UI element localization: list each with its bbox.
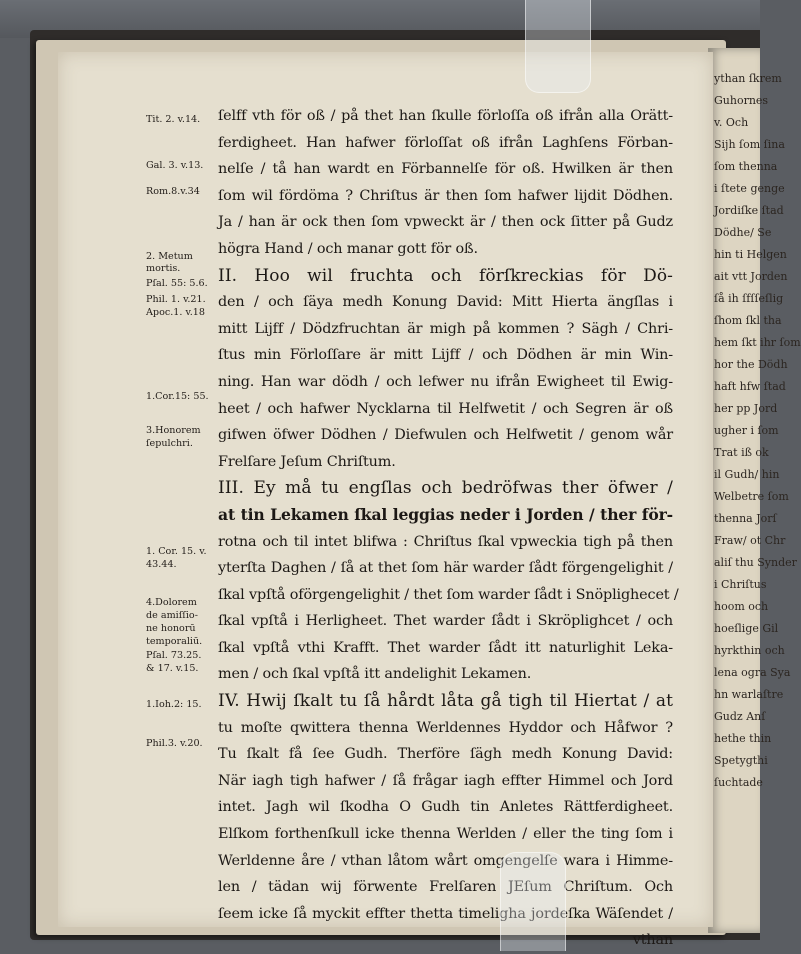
main-text-block <box>218 103 679 954</box>
text-line: III. Ey må tu engſlas och bedröfwas ther öfwer / <box>218 478 673 499</box>
text-line: den / och ſäya medh Konung David: Mitt Hierta ängſlas i <box>218 294 673 311</box>
margin-note: Phil. 1. v.21. <box>146 294 206 305</box>
text-line: Elſkom forthenſkull icke thenna Werlden / eller the ting ſom i <box>218 826 673 843</box>
facing-page-line: Fraw/ ot Chr <box>714 534 786 547</box>
text-line: Tu ſkalt få ſee Gudh. Therföre ſägh medh Konung David: <box>218 746 673 763</box>
facing-page-line: ſhom ſkl tha <box>714 314 782 327</box>
text-line: Frelſare Jeſum Chriſtum. <box>218 453 396 470</box>
page-clip-top <box>525 0 591 93</box>
margin-note: Pſal. 55: 5.6. <box>146 278 208 289</box>
facing-page-text <box>714 68 801 794</box>
text-line: intet. Jagh wil ſkodha O Gudh tin Anletes Rättferdigheet. <box>218 799 673 816</box>
text-line: ſkal vpſtå i Herligheet. Thet warder ſådt i Skröplighcet / och <box>218 613 673 630</box>
facing-page-line: ait vtt Jorden <box>714 270 788 283</box>
margin-note: 2. Metum <box>146 251 193 262</box>
facing-page-line: i Chriſtus <box>714 578 767 591</box>
text-line: Ja / han är ock then ſom vpweckt är / then ock ſitter på Gudz <box>218 214 673 231</box>
facing-page-line: hn warlaſtre <box>714 688 784 701</box>
facing-page-line: i ſtete genge <box>714 182 785 195</box>
text-line: heet / och hafwer Nycklarna til Helfwetit / och Segren är oß <box>218 400 673 417</box>
text-line: mitt Lijff / Dödzfruchtan är migh på kommen ? Sägh / Chri- <box>218 320 673 337</box>
text-line: ſelff vth för oß / på thet han ſkulle förloſſa oß ifrån alla Orätt- <box>218 108 673 124</box>
facing-page-line: hoeſlige Gil <box>714 622 779 635</box>
facing-page-line: Guhornes <box>714 94 769 107</box>
facing-page-line: Welbetre ſom <box>714 490 789 503</box>
facing-page-line: ſom thenna <box>714 160 778 173</box>
margin-note: Rom.8.v.34 <box>146 186 200 197</box>
text-line: ning. Han war dödh / och lefwer nu ifrån Ewigheet til Ewig- <box>218 373 673 390</box>
facing-page-line: hyrkthin och <box>714 644 785 657</box>
margin-note: 3.Honorem <box>146 425 201 436</box>
facing-page-line: ugher i ſom <box>714 424 779 437</box>
facing-page-line: hem ſkt ihr ſom <box>714 336 801 349</box>
text-line: ſom wil fördöma ? Chriſtus är then ſom hafwer lijdit Dödhen. <box>218 187 673 204</box>
margin-note: de amiſſio- <box>146 610 198 621</box>
text-line: len / tädan wij förwente Frelſaren JEſum Chriſtum. Och <box>218 879 673 896</box>
facing-page-line: Jordiſke ſtad <box>714 204 784 217</box>
text-line: När iagh tigh hafwer / ſå frågar iagh effter Himmel och Jord <box>218 772 673 789</box>
facing-page-line: il Gudh/ hin <box>714 468 780 481</box>
text-line: rotna och til intet blifwa : Chriſtus ſkal vpweckia tigh på then <box>218 533 673 550</box>
margin-note: 43.44. <box>146 559 177 570</box>
facing-page-line: Trat iß ok <box>714 446 769 459</box>
margin-note: mortis. <box>146 263 181 274</box>
margin-note: & 17. v.15. <box>146 663 199 674</box>
margin-note: Gal. 3. v.13. <box>146 160 204 171</box>
text-line: högra Hand / och manar gott för oß. <box>218 240 478 257</box>
margin-note: Apoc.1. v.18 <box>146 307 206 318</box>
facing-page-line: lena ogra Sya <box>714 666 791 679</box>
text-line: ſeem icke ſå myckit effter thetta timeligha jordeſka Wäſendet / <box>218 905 673 922</box>
text-line: Werldenne åre / vthan låtom wårt omgengelſe wara i Himme- <box>218 852 673 869</box>
facing-page-line: v. Och <box>714 116 749 129</box>
text-line: at tin Lekamen ſkal leggias neder i Jorden / ther för- <box>218 504 673 524</box>
facing-page-line: Dödhe/ Se <box>714 226 772 239</box>
text-line: yterſta Daghen / ſå at thet ſom här warder ſådt förgengelighit / <box>218 560 673 577</box>
text-line: men / och ſkal vpſtå itt andelighit Lekamen. <box>218 666 532 683</box>
page-clip-bottom <box>500 852 566 951</box>
margin-note: 1. Cor. 15. v. <box>146 546 207 557</box>
margin-note: Tit. 2. v.14. <box>146 114 201 125</box>
text-line: vthan <box>632 932 673 949</box>
margin-note: Pſal. 73.25. <box>146 650 202 661</box>
text-line: II. Hoo wil fruchta och förſkreckias för Dö- <box>218 265 673 286</box>
text-line: ſtus min Förloſſare är mitt Lijff / och Dödhen är min Win- <box>218 347 673 364</box>
facing-page-line: aliſ thu Synder <box>714 556 797 569</box>
margin-note: ſepulchri. <box>146 438 193 449</box>
facing-page-line: her pp Jord <box>714 402 778 415</box>
facing-page-line: hin ti Helgen <box>714 248 787 261</box>
facing-page-line: Gudz Anſ <box>714 710 766 723</box>
facing-page-line: Spetygthi <box>714 754 768 767</box>
text-line: IV. Hwij ſkalt tu ſå hårdt låta gå tigh til Hiertat / at <box>218 691 673 712</box>
margin-note: ne honorū <box>146 623 196 634</box>
text-line: tu moſte qwittera thenna Werldennes Hyddor och Håfwor ? <box>218 719 673 736</box>
facing-page-line: hoom och <box>714 600 769 613</box>
facing-page <box>708 48 801 933</box>
facing-page-line: Sijh ſom ſina <box>714 138 785 151</box>
facing-page-line: hor the Dödh <box>714 358 788 371</box>
margin-note: 4.Dolorem <box>146 597 197 608</box>
margin-note: 1.Ioh.2: 15. <box>146 699 202 710</box>
margin-note: Phil.3. v.20. <box>146 738 203 749</box>
text-line: ferdigheet. Han hafwer förloſſat oß ifrån Laghſens Förban- <box>218 134 673 151</box>
facing-page-line: thenna Jorſ <box>714 512 777 525</box>
text-line: gifwen öfwer Dödhen / Diefwulen och Helfwetit / genom wår <box>218 427 673 444</box>
text-line: ſkal vpſtå vthi Krafft. Thet warder ſådt itt naturlighit Leka- <box>218 639 673 656</box>
facing-page-line: ythan ſkrem <box>714 72 782 85</box>
facing-page-line: ſå ih ſfſſeſlig <box>714 292 784 305</box>
facing-page-line: haft hfw ſtad <box>714 380 786 393</box>
text-line: nelſe / tå han wardt en Förbannelſe för oß. Hwilken är then <box>218 161 673 178</box>
margin-note: 1.Cor.15: 55. <box>146 391 209 402</box>
margin-note: temporaliū. <box>146 636 203 647</box>
facing-page-line: ſuchtade <box>714 776 763 789</box>
text-line: ſkal vpſtå oförgengelighit / thet ſom warder ſådt i Snöplighecet / <box>218 586 679 603</box>
facing-page-line: hethe thin <box>714 732 772 745</box>
